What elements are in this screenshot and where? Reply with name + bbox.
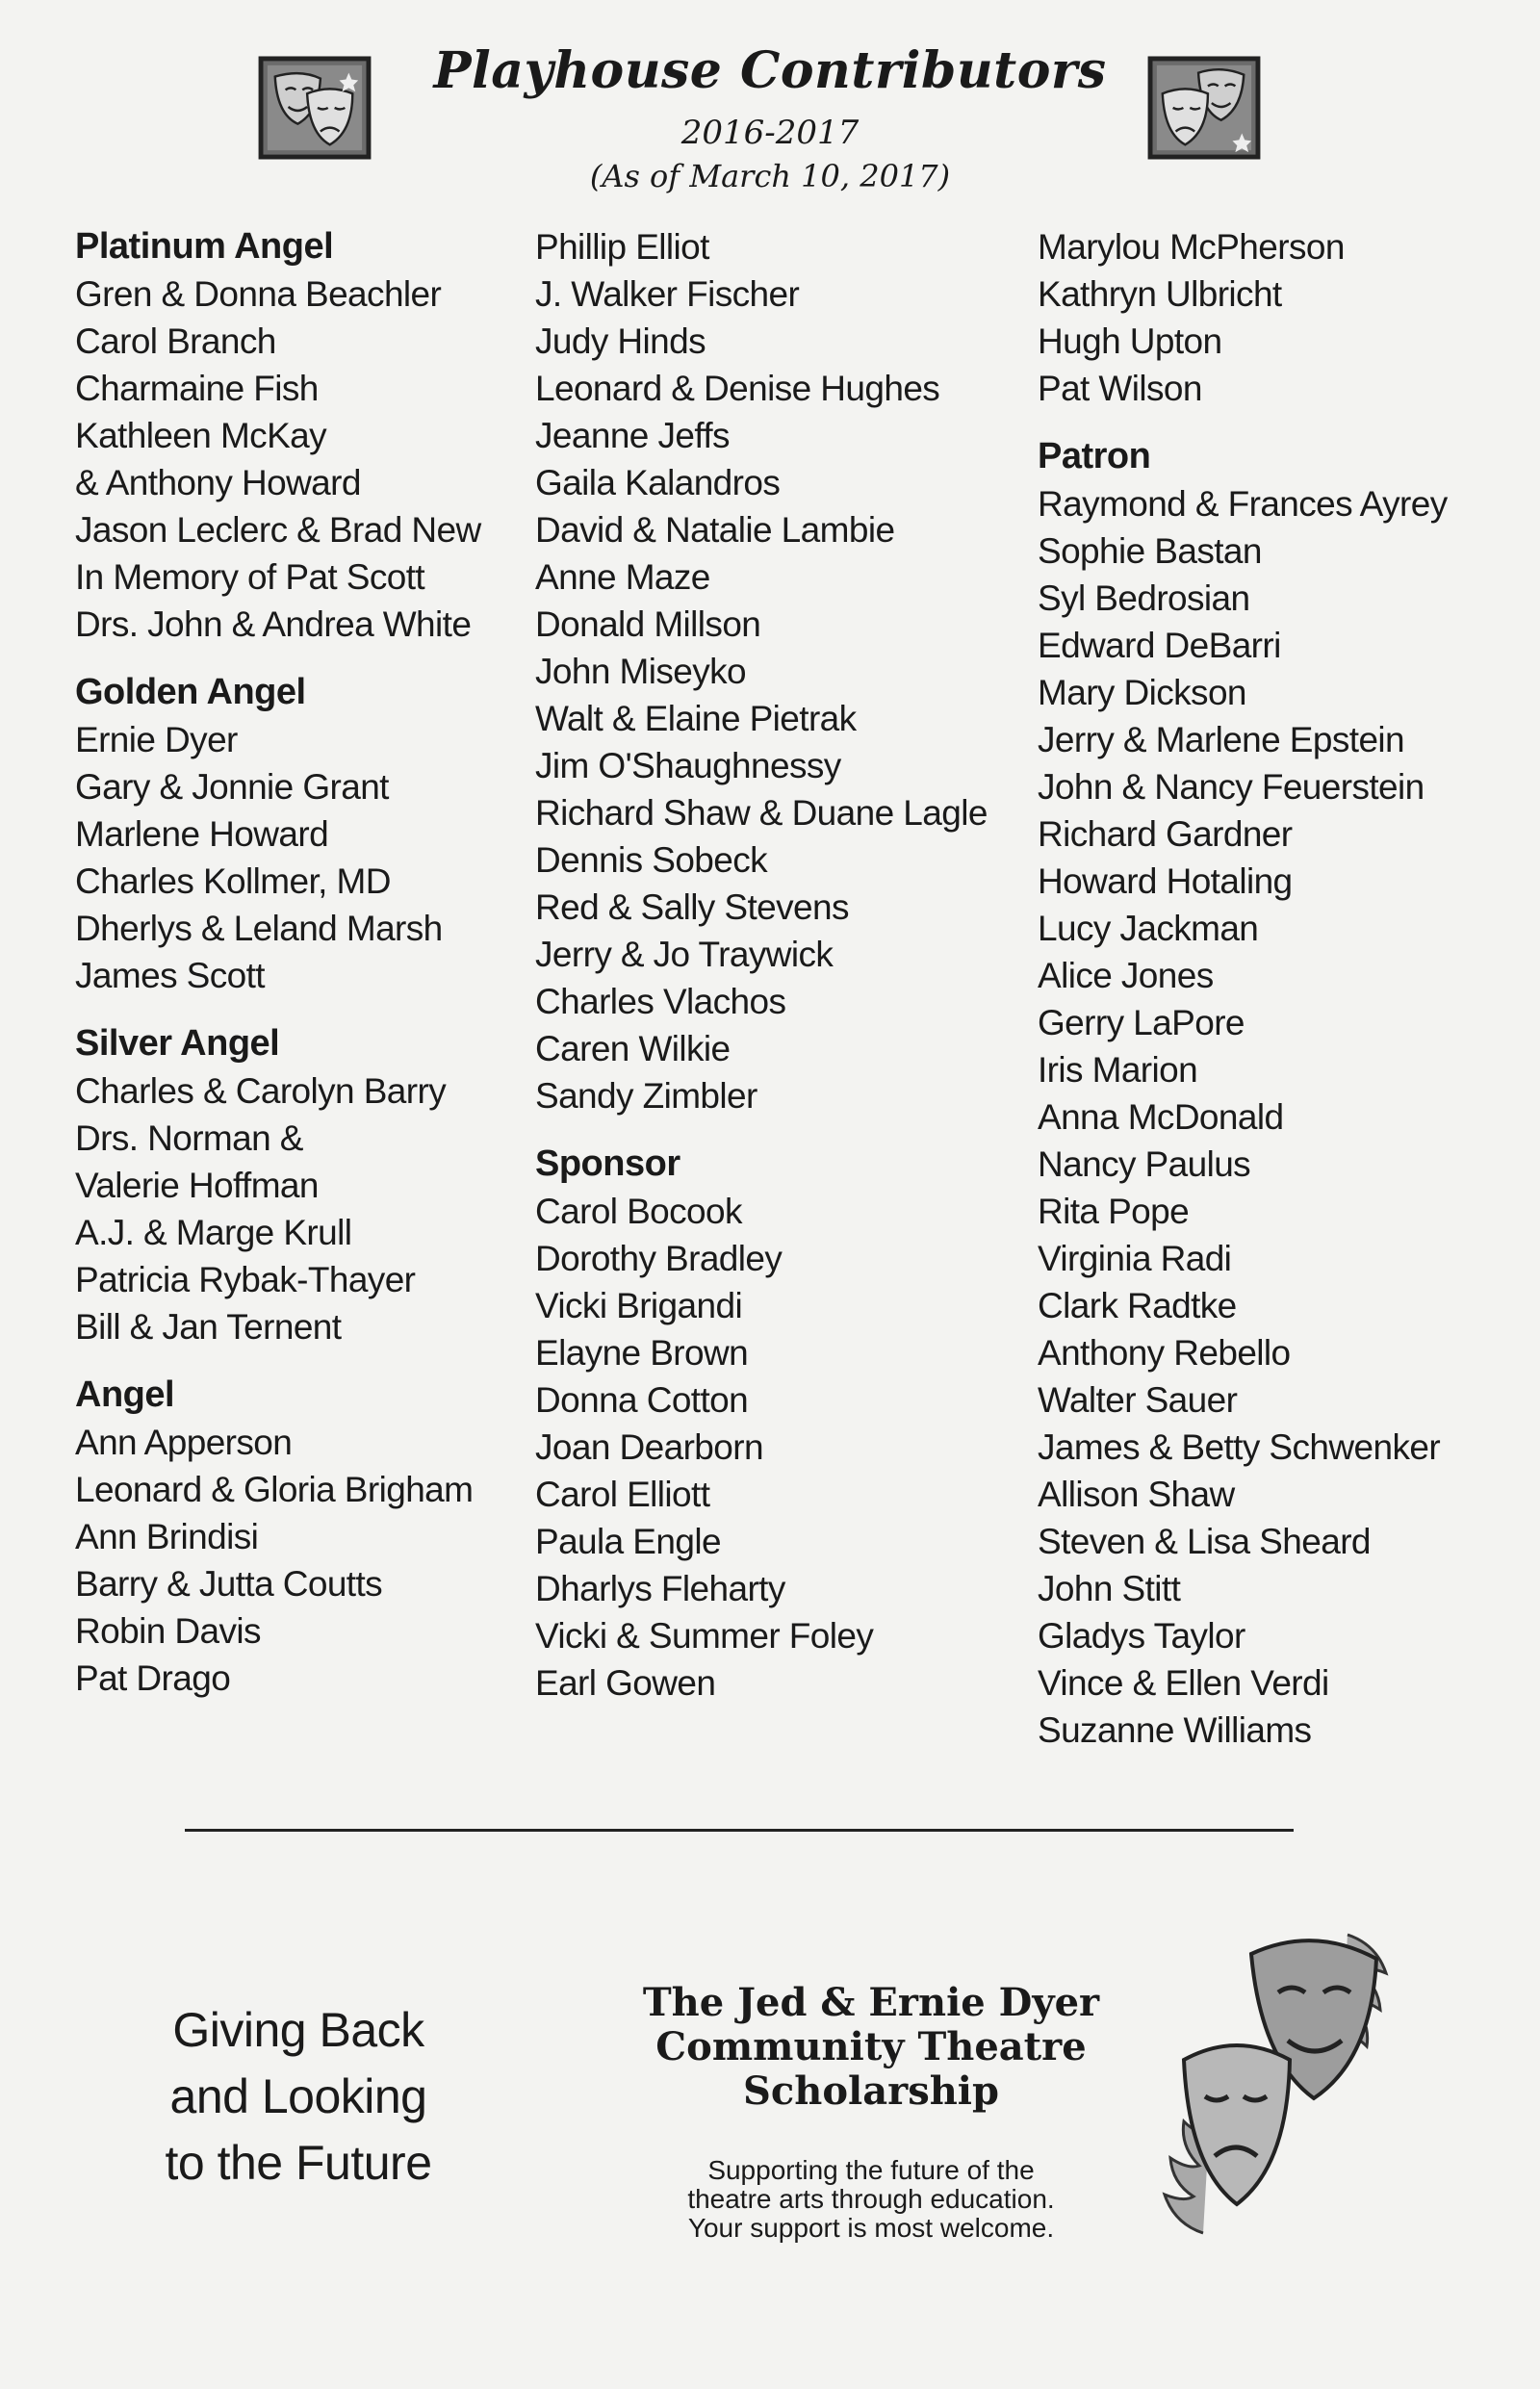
contributor-name: Kathleen McKay [75, 416, 327, 455]
contributor-name: Jerry & Jo Traywick [535, 935, 834, 974]
contributor-name: Jim O'Shaughnessy [535, 746, 841, 785]
contributor-name: Hugh Upton [1038, 321, 1222, 361]
tagline-line: to the Future [165, 2136, 432, 2190]
contributor-name: Raymond & Frances Ayrey [1038, 484, 1448, 524]
contributor-name: Vince & Ellen Verdi [1038, 1663, 1329, 1703]
contributor-name: Ann Brindisi [75, 1517, 259, 1556]
comedy-tragedy-masks-illustration [1145, 1915, 1434, 2252]
contributor-name: Leonard & Gloria Brigham [75, 1470, 474, 1509]
contributor-name: Red & Sally Stevens [535, 887, 849, 927]
scholarship-title-line: Community Theatre [655, 2024, 1087, 2069]
contributor-name: James Scott [75, 956, 265, 995]
contributor-name: Dorothy Bradley [535, 1239, 783, 1278]
contributor-name: Steven & Lisa Sheard [1038, 1522, 1371, 1561]
contributor-name: Charles Vlachos [535, 982, 786, 1021]
contributor-name: Anne Maze [535, 557, 710, 597]
group-heading-platinum-angel: Platinum Angel [75, 226, 334, 267]
contributor-name: James & Betty Schwenker [1038, 1427, 1441, 1467]
scholarship-title [597, 1981, 1145, 2114]
contributor-name: Pat Wilson [1038, 369, 1202, 408]
contributor-name: Syl Bedrosian [1038, 578, 1250, 618]
contributor-name: Ernie Dyer [75, 720, 238, 759]
contributor-name: Mary Dickson [1038, 673, 1246, 712]
contributor-name: Richard Shaw & Duane Lagle [535, 793, 988, 833]
contributor-name: Donald Millson [535, 604, 761, 644]
contributor-name: Anna McDonald [1038, 1097, 1284, 1137]
contributor-name: Jason Leclerc & Brad New [75, 510, 481, 550]
contributor-name: Iris Marion [1038, 1050, 1198, 1090]
tagline-line: Giving Back [172, 2003, 424, 2057]
contributor-name: Suzanne Williams [1038, 1710, 1312, 1750]
contributor-name: Vicki Brigandi [535, 1286, 743, 1325]
contributor-name: A.J. & Marge Krull [75, 1213, 352, 1252]
contributor-name: Marylou McPherson [1038, 227, 1345, 267]
group-heading-sponsor: Sponsor [535, 1143, 680, 1184]
divider-rule [185, 1829, 1294, 1832]
contributor-name: Earl Gowen [535, 1663, 716, 1703]
contributor-name: Jerry & Marlene Epstein [1038, 720, 1405, 759]
scholarship-description-line: Supporting the future of the [707, 2155, 1035, 2185]
contributor-name: Paula Engle [535, 1522, 721, 1561]
contributor-name: Gerry LaPore [1038, 1003, 1245, 1042]
contributor-name: Walt & Elaine Pietrak [535, 699, 857, 738]
contributor-name: Caren Wilkie [535, 1029, 731, 1068]
contributor-name: Gladys Taylor [1038, 1616, 1245, 1656]
contributor-name: Dherlys & Leland Marsh [75, 909, 443, 948]
contributor-name: Howard Hotaling [1038, 861, 1293, 901]
group-heading-angel: Angel [75, 1374, 175, 1415]
contributor-name: Dharlys Fleharty [535, 1569, 785, 1608]
scholarship-description-line: Your support is most welcome. [687, 2213, 1055, 2243]
contributor-name: Jeanne Jeffs [535, 416, 730, 455]
contributor-name: Lucy Jackman [1038, 909, 1259, 948]
contributor-name: John Miseyko [535, 652, 747, 691]
contributor-name: Barry & Jutta Coutts [75, 1564, 383, 1604]
contributor-name: Sandy Zimbler [535, 1076, 757, 1116]
contributor-name: In Memory of Pat Scott [75, 557, 425, 597]
contributor-name: Kathryn Ulbricht [1038, 274, 1282, 314]
contributor-name: Patricia Rybak-Thayer [75, 1260, 416, 1299]
contributors-column-2 [535, 223, 1016, 1707]
group-heading-golden-angel: Golden Angel [75, 672, 306, 712]
contributor-name: Rita Pope [1038, 1192, 1190, 1231]
contributor-name: Allison Shaw [1038, 1475, 1235, 1514]
contributor-name: J. Walker Fischer [535, 274, 800, 314]
group-heading-silver-angel: Silver Angel [75, 1023, 280, 1064]
contributor-name: Gary & Jonnie Grant [75, 767, 389, 807]
scholarship-title-line: The Jed & Ernie Dyer [642, 1980, 1100, 2025]
contributor-name: Richard Gardner [1038, 814, 1293, 854]
tagline-line: and Looking [169, 2069, 427, 2123]
contributor-name: Dennis Sobeck [535, 840, 768, 880]
contributor-name: Phillip Elliot [535, 227, 709, 267]
contributors-column-3 [1038, 223, 1519, 1754]
contributor-name: Joan Dearborn [535, 1427, 763, 1467]
contributor-name: Nancy Paulus [1038, 1144, 1251, 1184]
contributor-name: Charles & Carolyn Barry [75, 1071, 447, 1111]
contributor-name: Bill & Jan Ternent [75, 1307, 342, 1347]
contributor-name: Marlene Howard [75, 814, 329, 854]
scholarship-description [597, 2156, 1145, 2243]
contributor-name: Carol Bocook [535, 1192, 742, 1231]
contributor-name: Elayne Brown [535, 1333, 749, 1373]
as-of-date: (As of March 10, 2017) [589, 158, 951, 194]
contributor-name: Donna Cotton [535, 1380, 749, 1420]
contributor-name: Vicki & Summer Foley [535, 1616, 874, 1656]
contributor-name: Leonard & Denise Hughes [535, 369, 940, 408]
page-title: Playhouse Contributors [433, 41, 1107, 100]
contributor-name: Robin Davis [75, 1611, 261, 1651]
contributor-name: Judy Hinds [535, 321, 706, 361]
contributor-name: Pat Drago [75, 1658, 231, 1698]
contributor-name: Gren & Donna Beachler [75, 274, 442, 314]
contributor-name: Sophie Bastan [1038, 531, 1262, 571]
contributor-name: John & Nancy Feuerstein [1038, 767, 1424, 807]
contributor-name: Walter Sauer [1038, 1380, 1238, 1420]
scholarship-title-line: Scholarship [743, 2068, 999, 2114]
contributor-name: Ann Apperson [75, 1423, 293, 1462]
contributors-column-1 [75, 223, 527, 1702]
page-header [0, 41, 1540, 194]
contributor-name: Carol Elliott [535, 1475, 710, 1514]
group-heading-patron: Patron [1038, 436, 1151, 476]
contributor-name: Drs. John & Andrea White [75, 604, 472, 644]
contributor-name: Drs. Norman & [75, 1118, 303, 1158]
contributor-name: Alice Jones [1038, 956, 1214, 995]
giving-back-tagline [125, 1997, 472, 2196]
season-years: 2016-2017 [680, 114, 860, 152]
contributor-name: Gaila Kalandros [535, 463, 781, 502]
contributor-name: Edward DeBarri [1038, 626, 1281, 665]
contributor-name: Virginia Radi [1038, 1239, 1232, 1278]
contributor-name: Carol Branch [75, 321, 276, 361]
contributor-name: Charles Kollmer, MD [75, 861, 391, 901]
contributor-name: & Anthony Howard [75, 463, 361, 502]
contributor-name: Charmaine Fish [75, 369, 319, 408]
contributor-name: Valerie Hoffman [75, 1166, 319, 1205]
scholarship-description-line: theatre arts through education. [687, 2184, 1055, 2214]
contributor-name: David & Natalie Lambie [535, 510, 895, 550]
contributor-name: John Stitt [1038, 1569, 1181, 1608]
contributor-name: Clark Radtke [1038, 1286, 1237, 1325]
contributor-name: Anthony Rebello [1038, 1333, 1291, 1373]
